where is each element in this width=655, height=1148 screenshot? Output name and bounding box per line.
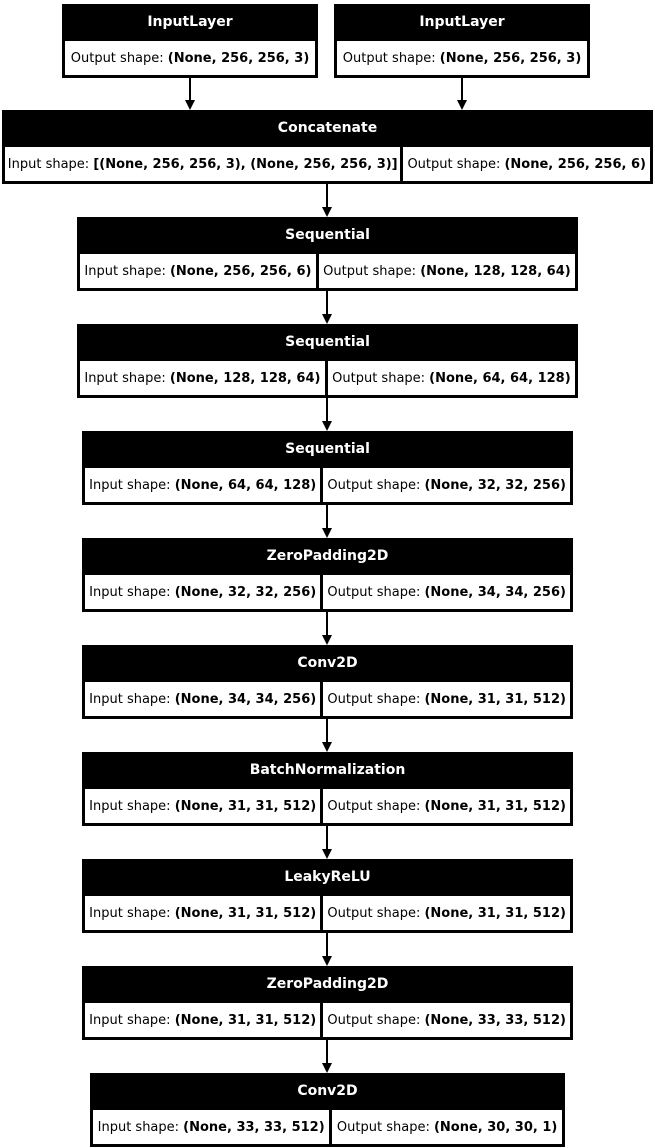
layer-title: Sequential [285,441,370,457]
input-shape-label: Input shape: [89,477,175,493]
input-shape-value: (None, 33, 33, 512) [183,1119,325,1135]
arrowhead-icon [322,314,332,324]
output-shape-label: Output shape: [332,370,430,386]
input-shape-label: Input shape: [97,1119,184,1135]
arrowhead-icon [322,421,332,431]
input-shape-value: [(None, 256, 256, 3), (None, 256, 256, 3)] [93,156,398,172]
arrowhead-icon [322,207,332,217]
input-shape-cell [93,1110,329,1144]
node-batchnormalization [82,752,573,826]
node-conv2d-2 [90,1073,565,1147]
input-shape-cell [80,361,325,395]
node-conv2d-1 [82,645,573,719]
output-shape-value: (None, 31, 31, 512) [424,798,566,814]
output-shape-value: (None, 256, 256, 3) [167,50,310,66]
output-shape-cell [65,41,315,75]
output-shape-cell [323,1003,570,1037]
output-shape-cell [328,361,575,395]
input-shape-cell [85,789,320,823]
input-shape-value: (None, 256, 256, 6) [169,263,312,279]
output-shape-label: Output shape: [70,50,168,66]
arrowhead-icon [185,100,195,110]
output-shape-cell [323,789,570,823]
input-shape-label: Input shape: [89,905,175,921]
layer-title: Conv2D [297,1083,358,1099]
arrowhead-icon [322,956,332,966]
input-shape-value: (None, 64, 64, 128) [174,477,317,493]
input-shape-cell [85,575,320,609]
layer-title: LeakyReLU [284,869,371,885]
node-sequential-2 [77,324,578,398]
output-shape-value: (None, 34, 34, 256) [424,584,566,600]
output-shape-value: (None, 32, 32, 256) [424,477,566,493]
output-shape-value: (None, 30, 30, 1) [433,1119,558,1135]
layer-title: InputLayer [419,14,505,30]
layer-title: Conv2D [297,655,358,671]
output-shape-value: (None, 256, 256, 6) [504,156,646,172]
layer-title: Sequential [285,334,370,350]
layer-title: BatchNormalization [249,762,406,778]
input-shape-cell [85,682,320,716]
input-shape-value: (None, 34, 34, 256) [174,691,317,707]
input-shape-value: (None, 31, 31, 512) [174,798,317,814]
arrowhead-icon [457,100,467,110]
input-shape-label: Input shape: [89,798,175,814]
output-shape-cell [332,1110,562,1144]
input-shape-value: (None, 31, 31, 512) [174,1012,317,1028]
input-shape-label: Input shape: [89,584,175,600]
output-shape-cell [319,254,575,288]
node-sequential-3 [82,431,573,505]
layer-title: InputLayer [147,14,233,30]
output-shape-value: (None, 31, 31, 512) [424,691,566,707]
node-inputlayer-2 [334,4,590,78]
input-shape-label: Input shape: [89,1012,175,1028]
output-shape-cell [323,575,570,609]
node-zeropadding2d-2 [82,966,573,1040]
output-shape-value: (None, 31, 31, 512) [424,905,566,921]
node-sequential-1 [77,217,578,291]
output-shape-cell [323,468,570,502]
input-shape-label: Input shape: [89,691,175,707]
output-shape-value: (None, 128, 128, 64) [420,263,571,279]
output-shape-value: (None, 64, 64, 128) [429,370,571,386]
input-shape-value: (None, 32, 32, 256) [174,584,317,600]
output-shape-label: Output shape: [323,263,421,279]
input-shape-label: Input shape: [84,370,170,386]
node-zeropadding2d-1 [82,538,573,612]
output-shape-cell [323,682,570,716]
input-shape-cell [85,1003,320,1037]
output-shape-label: Output shape: [327,477,425,493]
input-shape-value: (None, 128, 128, 64) [169,370,321,386]
output-shape-cell [337,41,587,75]
layer-title: Sequential [285,227,370,243]
node-leakyrelu [82,859,573,933]
input-shape-cell [85,468,320,502]
arrowhead-icon [322,528,332,538]
output-shape-cell [323,896,570,930]
output-shape-label: Output shape: [342,50,440,66]
arrowhead-icon [322,635,332,645]
input-shape-label: Input shape: [7,156,94,172]
node-concatenate [2,110,653,184]
output-shape-label: Output shape: [327,1012,425,1028]
arrowhead-icon [322,742,332,752]
arrowhead-icon [322,849,332,859]
node-inputlayer-1 [62,4,318,78]
input-shape-cell [80,254,316,288]
output-shape-value: (None, 33, 33, 512) [424,1012,566,1028]
layer-title: ZeroPadding2D [266,976,389,992]
output-shape-label: Output shape: [327,584,425,600]
input-shape-cell [85,896,320,930]
output-shape-label: Output shape: [327,691,425,707]
input-shape-label: Input shape: [84,263,170,279]
input-shape-value: (None, 31, 31, 512) [174,905,317,921]
output-shape-label: Output shape: [336,1119,434,1135]
layer-title: ZeroPadding2D [266,548,389,564]
output-shape-value: (None, 256, 256, 3) [439,50,582,66]
output-shape-label: Output shape: [327,905,425,921]
arrowhead-icon [322,1063,332,1073]
input-shape-cell [5,147,400,181]
output-shape-label: Output shape: [327,798,425,814]
output-shape-cell [403,147,650,181]
layer-title: Concatenate [277,120,378,136]
output-shape-label: Output shape: [407,156,505,172]
